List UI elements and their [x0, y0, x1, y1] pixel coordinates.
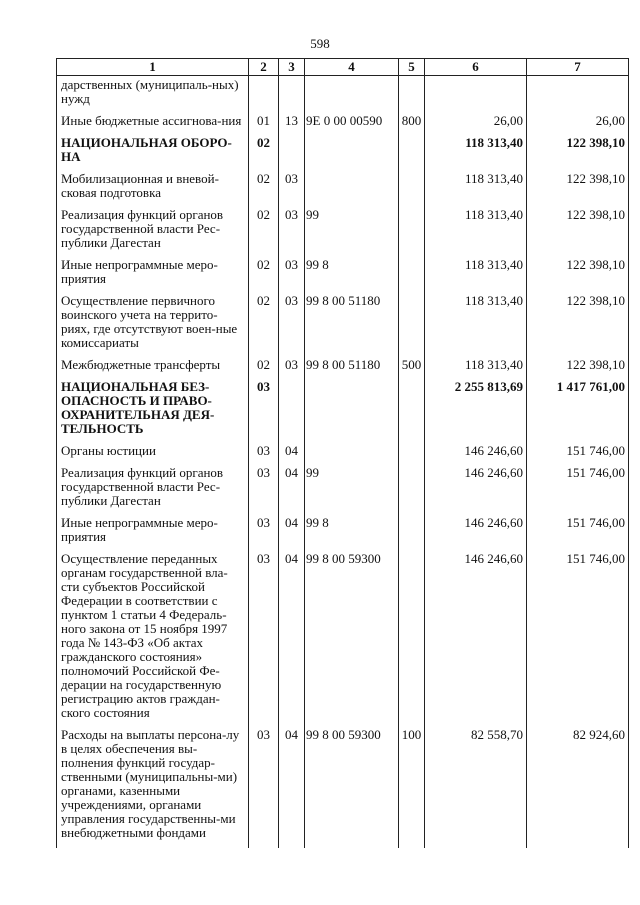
cell-subsection: 04: [279, 552, 305, 728]
cell-target-article: [305, 136, 399, 172]
cell-target-article: [305, 172, 399, 208]
cell-amount-year-1: 118 313,40: [425, 208, 527, 258]
cell-section: 02: [249, 358, 279, 380]
cell-amount-year-2: 122 398,10: [527, 172, 629, 208]
cell-amount-year-2: 122 398,10: [527, 358, 629, 380]
cell-amount-year-1: [425, 76, 527, 115]
table-row: [57, 294, 629, 358]
table-row: [57, 444, 629, 466]
cell-amount-year-1: 146 246,60: [425, 552, 527, 728]
cell-name: Иные непрограммные меро-приятия: [57, 258, 249, 294]
cell-section: 01: [249, 114, 279, 136]
table-row: [57, 208, 629, 258]
cell-amount-year-2: 151 746,00: [527, 466, 629, 516]
cell-section: 02: [249, 172, 279, 208]
col-header-1: 1: [57, 59, 249, 76]
cell-name: Расходы на выплаты персона-лу в целях обеспечения вы-полнения функций государ-ственными (муниципальны-ми) органами, казенными учреждениями, органами управления государственны-ми внебюджетными фондами: [57, 728, 249, 848]
cell-amount-year-2: 151 746,00: [527, 516, 629, 552]
cell-amount-year-2: 151 746,00: [527, 552, 629, 728]
table-row: [57, 728, 629, 848]
cell-name: НАЦИОНАЛЬНАЯ БЕЗ-ОПАСНОСТЬ И ПРАВО-ОХРАНИТЕЛЬНАЯ ДЕЯ-ТЕЛЬНОСТЬ: [57, 380, 249, 444]
cell-amount-year-1: 118 313,40: [425, 172, 527, 208]
table-row: [57, 114, 629, 136]
cell-amount-year-2: 26,00: [527, 114, 629, 136]
cell-name: Реализация функций органов государственной власти Рес-публики Дагестан: [57, 466, 249, 516]
cell-section: 03: [249, 552, 279, 728]
cell-amount-year-1: 118 313,40: [425, 258, 527, 294]
cell-expense-type: [399, 516, 425, 552]
cell-target-article: 9Е 0 00 00590: [305, 114, 399, 136]
cell-expense-type: [399, 444, 425, 466]
cell-amount-year-1: 118 313,40: [425, 136, 527, 172]
cell-target-article: 99 8: [305, 516, 399, 552]
cell-target-article: [305, 444, 399, 466]
cell-name: Реализация функций органов государственной власти Рес-публики Дагестан: [57, 208, 249, 258]
cell-expense-type: [399, 552, 425, 728]
cell-target-article: 99 8 00 51180: [305, 358, 399, 380]
cell-name: НАЦИОНАЛЬНАЯ ОБОРО-НА: [57, 136, 249, 172]
cell-amount-year-1: 146 246,60: [425, 466, 527, 516]
cell-expense-type: [399, 466, 425, 516]
cell-expense-type: [399, 136, 425, 172]
cell-section: 02: [249, 208, 279, 258]
cell-expense-type: 500: [399, 358, 425, 380]
col-header-2: 2: [249, 59, 279, 76]
cell-section: 03: [249, 516, 279, 552]
cell-name: Мобилизационная и вневой-сковая подготовка: [57, 172, 249, 208]
cell-subsection: 03: [279, 358, 305, 380]
cell-subsection: 04: [279, 444, 305, 466]
cell-name: Органы юстиции: [57, 444, 249, 466]
cell-subsection: 03: [279, 172, 305, 208]
cell-section: 03: [249, 728, 279, 848]
cell-section: 02: [249, 294, 279, 358]
table-row: [57, 516, 629, 552]
cell-section: 02: [249, 258, 279, 294]
cell-subsection: [279, 76, 305, 115]
cell-expense-type: [399, 294, 425, 358]
cell-expense-type: [399, 258, 425, 294]
col-header-6: 6: [425, 59, 527, 76]
table-row: [57, 380, 629, 444]
cell-amount-year-1: 146 246,60: [425, 444, 527, 466]
cell-amount-year-2: 82 924,60: [527, 728, 629, 848]
table-row: [57, 258, 629, 294]
cell-subsection: 03: [279, 208, 305, 258]
cell-target-article: 99: [305, 466, 399, 516]
cell-amount-year-1: 2 255 813,69: [425, 380, 527, 444]
cell-target-article: 99 8 00 59300: [305, 552, 399, 728]
cell-amount-year-1: 118 313,40: [425, 358, 527, 380]
cell-expense-type: [399, 380, 425, 444]
table-row: [57, 466, 629, 516]
cell-amount-year-1: 82 558,70: [425, 728, 527, 848]
cell-amount-year-2: 122 398,10: [527, 294, 629, 358]
header-row: [57, 59, 629, 76]
cell-section: [249, 76, 279, 115]
cell-name: дарственных (муниципаль-ных) нужд: [57, 76, 249, 115]
col-header-5: 5: [399, 59, 425, 76]
cell-subsection: [279, 380, 305, 444]
table-row: [57, 358, 629, 380]
cell-name: Осуществление переданных органам государственной вла-сти субъектов Российской Федерации в соответствии с пунктом 1 статьи 4 Федераль-ного закона от 15 ноября 1997 года № 143-ФЗ «Об актах гражданского состояния» полномочий Российской Фе-дерации на государственную регистрацию актов граждан-ского состояния: [57, 552, 249, 728]
cell-section: 03: [249, 444, 279, 466]
cell-target-article: [305, 76, 399, 115]
cell-section: 03: [249, 380, 279, 444]
cell-amount-year-1: 146 246,60: [425, 516, 527, 552]
cell-section: 02: [249, 136, 279, 172]
cell-subsection: 03: [279, 294, 305, 358]
cell-amount-year-2: [527, 76, 629, 115]
cell-target-article: [305, 380, 399, 444]
cell-target-article: 99: [305, 208, 399, 258]
cell-amount-year-1: 118 313,40: [425, 294, 527, 358]
col-header-3: 3: [279, 59, 305, 76]
cell-subsection: 04: [279, 516, 305, 552]
budget-table: [56, 58, 629, 848]
cell-amount-year-2: 151 746,00: [527, 444, 629, 466]
table-row: [57, 172, 629, 208]
table-body: [57, 76, 629, 849]
col-header-4: 4: [305, 59, 399, 76]
cell-name: Межбюджетные трансферты: [57, 358, 249, 380]
cell-expense-type: [399, 208, 425, 258]
cell-subsection: 03: [279, 258, 305, 294]
cell-section: 03: [249, 466, 279, 516]
table-row: [57, 552, 629, 728]
cell-target-article: 99 8 00 51180: [305, 294, 399, 358]
cell-amount-year-2: 122 398,10: [527, 208, 629, 258]
cell-subsection: 04: [279, 728, 305, 848]
cell-subsection: 04: [279, 466, 305, 516]
cell-name: Осуществление первичного воинского учета на террито-риях, где отсутствуют воен-ные комиссариаты: [57, 294, 249, 358]
cell-target-article: 99 8 00 59300: [305, 728, 399, 848]
cell-target-article: 99 8: [305, 258, 399, 294]
cell-expense-type: 800: [399, 114, 425, 136]
table-row: [57, 136, 629, 172]
cell-expense-type: [399, 172, 425, 208]
page-number: 598: [310, 36, 330, 51]
cell-name: Иные непрограммные меро-приятия: [57, 516, 249, 552]
cell-subsection: [279, 136, 305, 172]
cell-expense-type: 100: [399, 728, 425, 848]
col-header-7: 7: [527, 59, 629, 76]
cell-subsection: 13: [279, 114, 305, 136]
cell-name: Иные бюджетные ассигнова-ния: [57, 114, 249, 136]
table-row: [57, 76, 629, 115]
cell-amount-year-1: 26,00: [425, 114, 527, 136]
cell-amount-year-2: 122 398,10: [527, 136, 629, 172]
cell-expense-type: [399, 76, 425, 115]
cell-amount-year-2: 1 417 761,00: [527, 380, 629, 444]
cell-amount-year-2: 122 398,10: [527, 258, 629, 294]
